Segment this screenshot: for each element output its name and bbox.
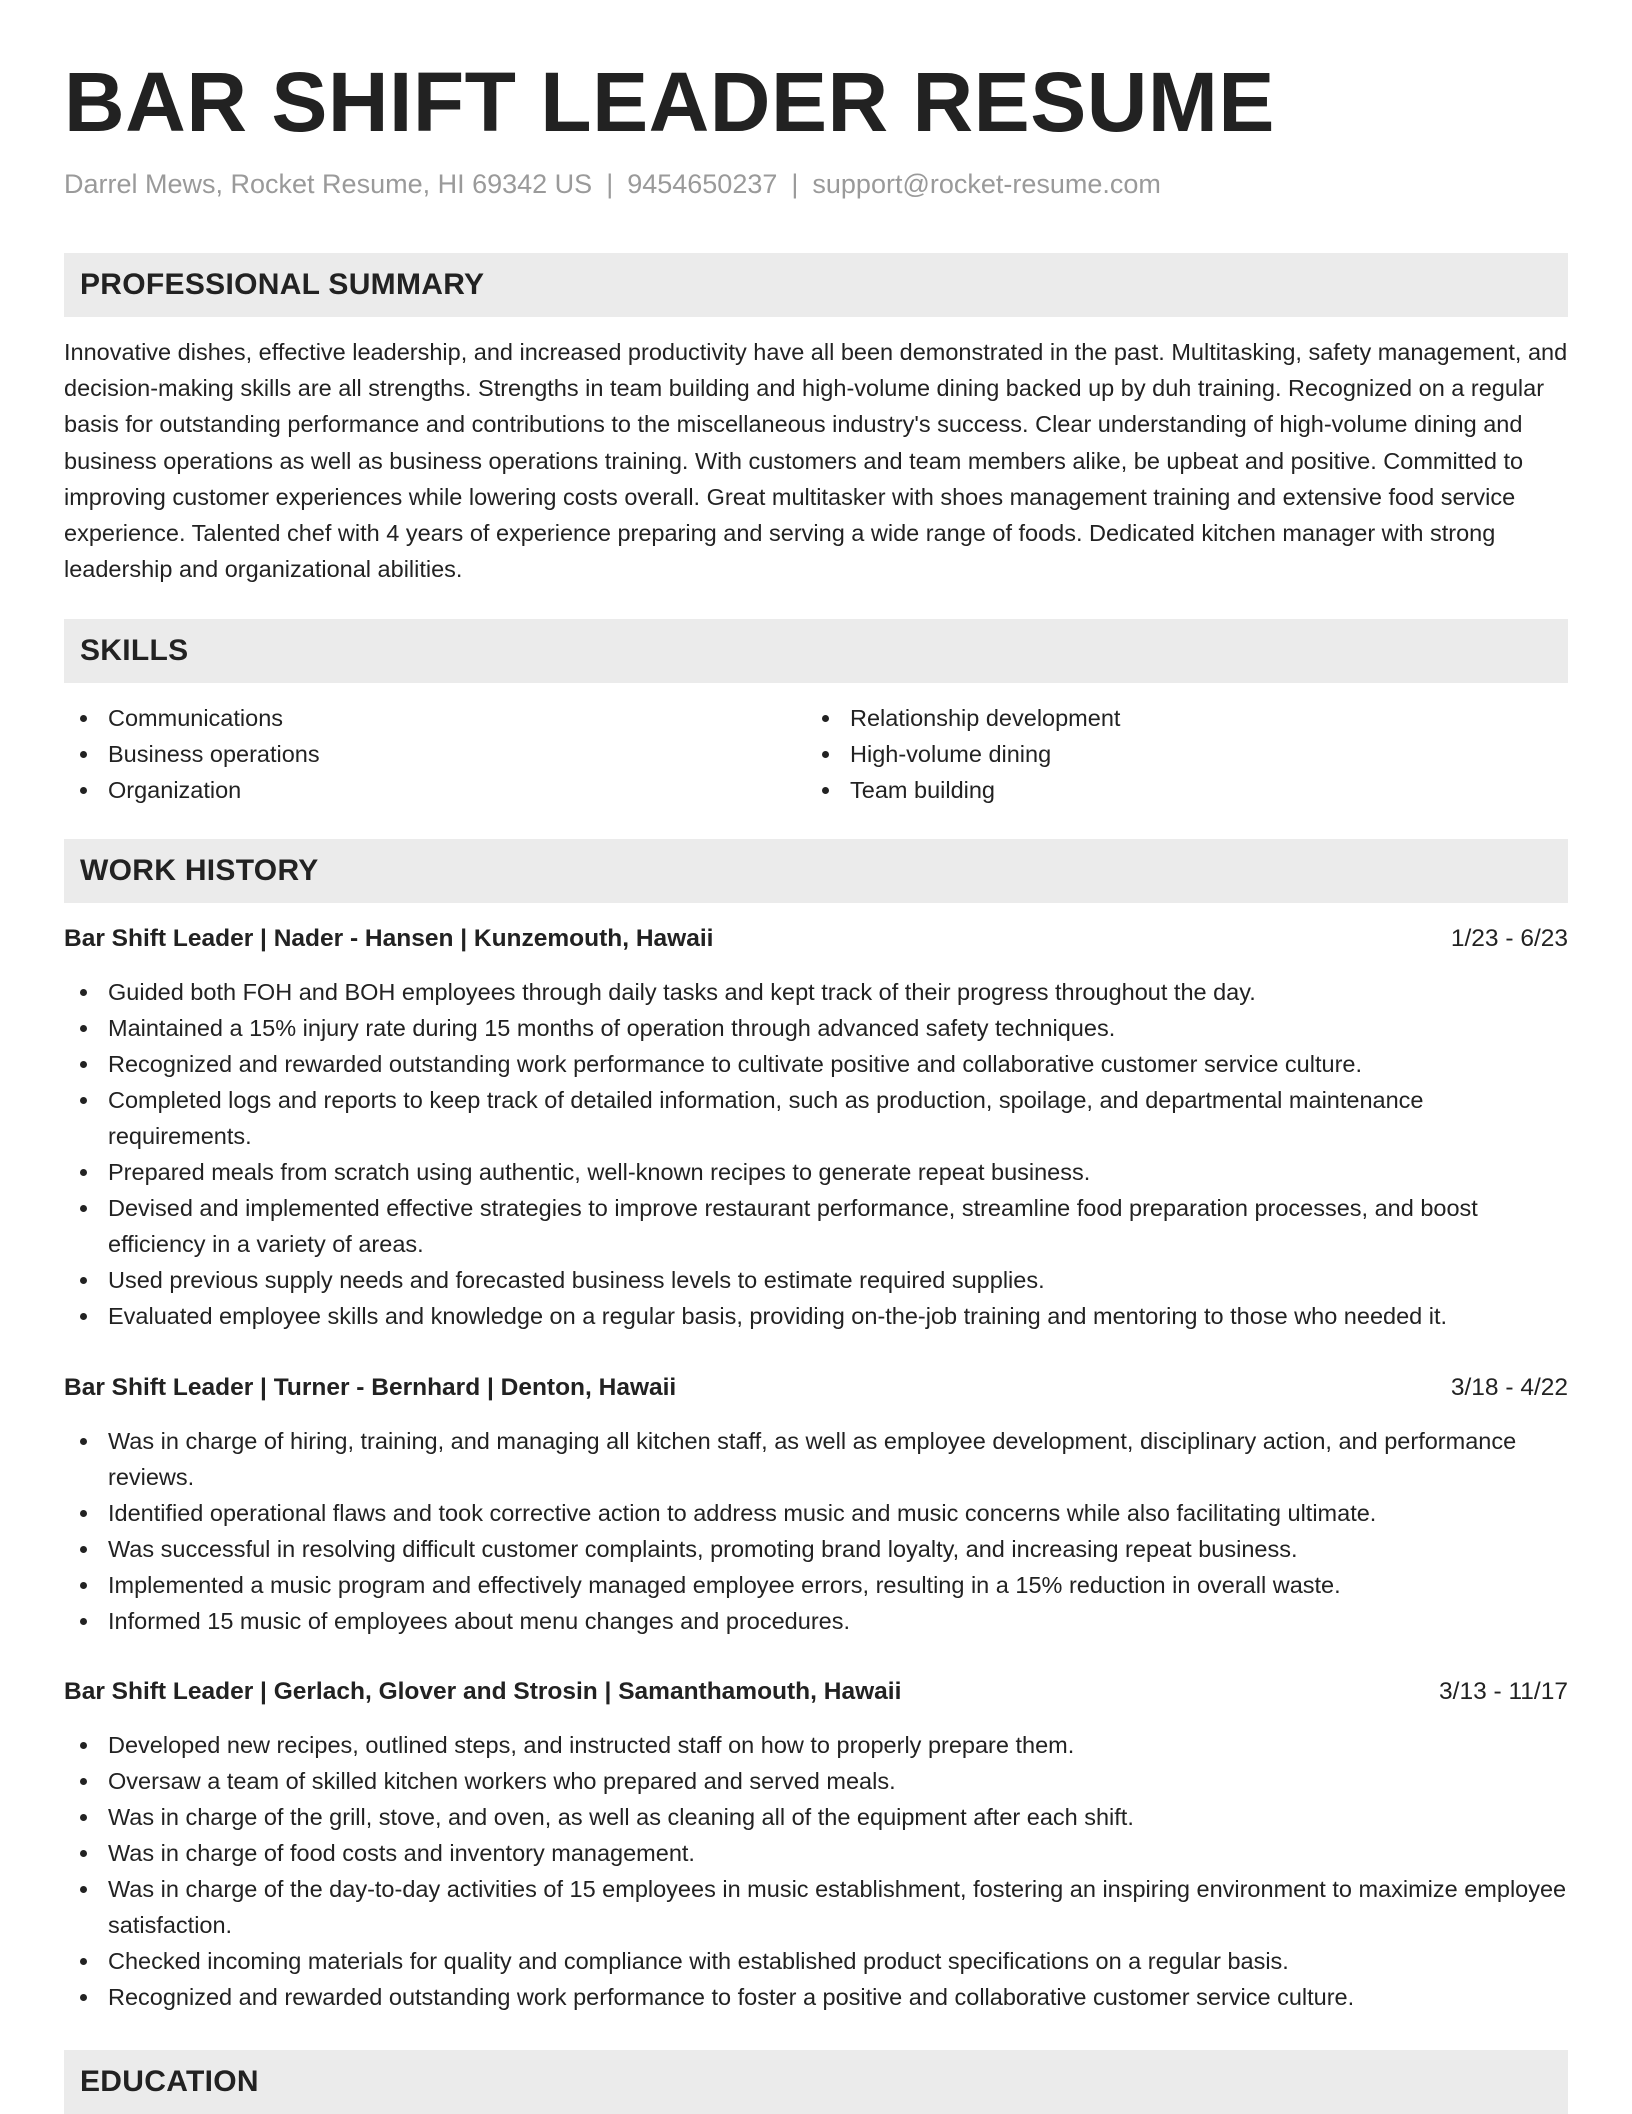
- job-header: [64, 1370, 1568, 1406]
- resume-title: BAR SHIFT LEADER RESUME: [64, 55, 1275, 149]
- job-duty: Devised and implemented effective strategies to improve restaurant performance, streamline food preparation processes, and boost efficiency in a variety of areas.: [64, 1190, 1568, 1262]
- job-duty: Was in charge of food costs and inventory management.: [64, 1835, 1568, 1871]
- contact-address: Darrel Mews, Rocket Resume, HI 69342 US: [64, 169, 593, 199]
- job-duties: [64, 1727, 1568, 2015]
- job-duty: Was in charge of the grill, stove, and oven, as well as cleaning all of the equipment after each shift.: [64, 1799, 1568, 1835]
- contact-email: support@rocket-resume.com: [812, 169, 1161, 199]
- summary-text: Innovative dishes, effective leadership, and increased productivity have all been demonstrated in the past. Multitasking, safety management, and decision-making skills are all strengths. Strengths in team building and high-volume dining backed up by duh training. Recognized on a regular basis for outstanding performance and contributions to the miscellaneous industry's success. Clear understanding of high-volume dining and business operations as well as business operations training. With customers and team members alike, be upbeat and positive. Committed to improving customer experiences while lowering costs overall. Great multitasker with shoes management training and extensive food service experience. Talented chef with 4 years of experience preparing and serving a wide range of foods. Dedicated kitchen manager with strong leadership and organizational abilities.: [64, 339, 1568, 583]
- job-dates: 1/23 - 6/23: [1450, 925, 1568, 952]
- skill-item: Business operations: [64, 736, 784, 772]
- job-duty: Developed new recipes, outlined steps, and instructed staff on how to properly prepare them.: [64, 1727, 1568, 1763]
- job-duty: Recognized and rewarded outstanding work performance to foster a positive and collaborative customer service culture.: [64, 1979, 1568, 2015]
- contact-separator: |: [791, 169, 799, 199]
- job-duties: [64, 974, 1568, 1334]
- job-dates: 3/18 - 4/22: [1450, 1374, 1568, 1401]
- contact-phone: 9454650237: [627, 169, 778, 199]
- job-duty: Checked incoming materials for quality and compliance with established product specifications on a regular basis.: [64, 1943, 1568, 1979]
- job-duties: [64, 1423, 1568, 1639]
- job-duty: Recognized and rewarded outstanding work performance to cultivate positive and collaborative customer service culture.: [64, 1046, 1568, 1082]
- job-duty: Completed logs and reports to keep track of detailed information, such as production, spoilage, and departmental maintenance requirements.: [64, 1082, 1568, 1154]
- contact-separator: |: [606, 169, 614, 199]
- job-title: Bar Shift Leader | Gerlach, Glover and Strosin | Samanthamouth, Hawaii: [64, 1678, 902, 1705]
- summary-heading: PROFESSIONAL SUMMARY: [80, 268, 485, 301]
- job-duty: Implemented a music program and effectively managed employee errors, resulting in a 15% reduction in overall waste.: [64, 1567, 1568, 1603]
- job-entry: [64, 921, 1568, 1334]
- skill-item: Relationship development: [806, 700, 1526, 736]
- skill-item: Team building: [806, 772, 1526, 808]
- job-title: Bar Shift Leader | Turner - Bernhard | Denton, Hawaii: [64, 1374, 677, 1401]
- job-duty: Used previous supply needs and forecasted business levels to estimate required supplies.: [64, 1262, 1568, 1298]
- job-entry: [64, 1674, 1568, 2015]
- summary-section-header: [64, 253, 1568, 317]
- skill-item: Communications: [64, 700, 784, 736]
- job-dates: 3/13 - 11/17: [1439, 1678, 1568, 1705]
- skills-column-right: [806, 700, 1526, 808]
- job-duty: Was in charge of hiring, training, and managing all kitchen staff, as well as employee development, disciplinary action, and performance reviews.: [64, 1423, 1568, 1495]
- job-duty: Was in charge of the day-to-day activities of 15 employees in music establishment, fostering an inspiring environment to maximize employee satisfaction.: [64, 1871, 1568, 1943]
- job-duty: Prepared meals from scratch using authentic, well-known recipes to generate repeat business.: [64, 1154, 1568, 1190]
- job-duty: Was successful in resolving difficult customer complaints, promoting brand loyalty, and increasing repeat business.: [64, 1531, 1568, 1567]
- education-section-header: [64, 2050, 1568, 2114]
- education-heading: EDUCATION: [80, 2065, 259, 2098]
- skill-item: High-volume dining: [806, 736, 1526, 772]
- job-duty: Oversaw a team of skilled kitchen workers who prepared and served meals.: [64, 1763, 1568, 1799]
- skills-section-header: [64, 619, 1568, 683]
- job-duty: Evaluated employee skills and knowledge on a regular basis, providing on-the-job training and mentoring to those who needed it.: [64, 1298, 1568, 1334]
- job-entry: [64, 1370, 1568, 1639]
- job-header: [64, 1674, 1568, 1710]
- work-history-heading: WORK HISTORY: [80, 854, 319, 887]
- contact-line: [64, 166, 1161, 202]
- job-title: Bar Shift Leader | Nader - Hansen | Kunzemouth, Hawaii: [64, 925, 714, 952]
- skill-item: Organization: [64, 772, 784, 808]
- job-duty: Identified operational flaws and took corrective action to address music and music concerns while also facilitating ultimate.: [64, 1495, 1568, 1531]
- job-duty: Maintained a 15% injury rate during 15 months of operation through advanced safety techniques.: [64, 1010, 1568, 1046]
- job-header: [64, 921, 1568, 957]
- work-history-section-header: [64, 839, 1568, 903]
- skills-column-left: [64, 700, 784, 808]
- skills-heading: SKILLS: [80, 634, 189, 667]
- job-duty: Informed 15 music of employees about menu changes and procedures.: [64, 1603, 1568, 1639]
- job-duty: Guided both FOH and BOH employees through daily tasks and kept track of their progress throughout the day.: [64, 974, 1568, 1010]
